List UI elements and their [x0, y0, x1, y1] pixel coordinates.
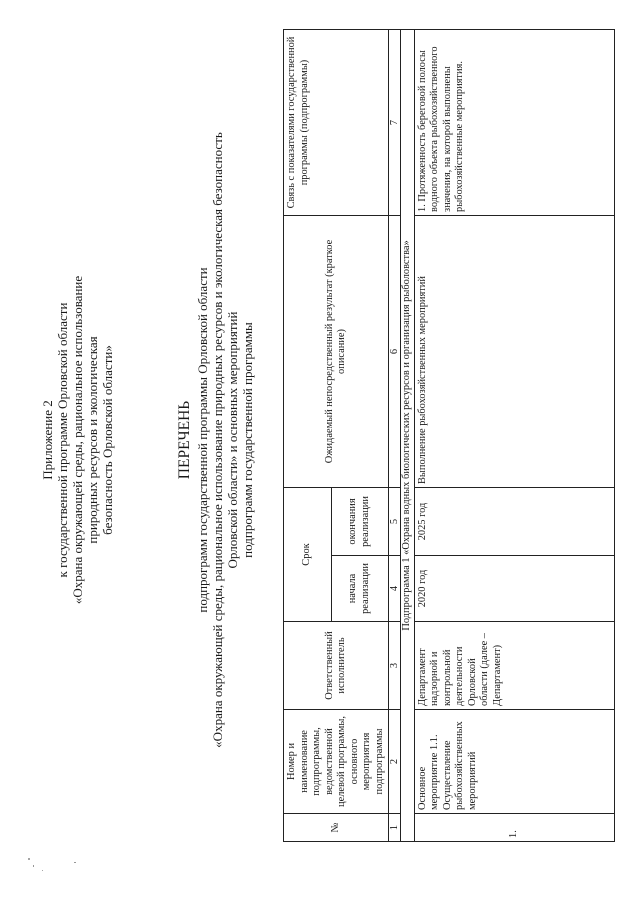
column-number: 3	[389, 622, 401, 710]
subprogram-row: Подпрограмма 1 «Охрана водных биологических ресурсов и организация рыболовства»	[401, 30, 415, 842]
appendix-header	[40, 10, 115, 870]
row-link: 1. Протяженность береговой полосы водного объекта рыбохозяйственного значения, на которой выполнены рыбохозяйственные мероприятия.	[414, 30, 614, 216]
column-number: 1	[389, 814, 401, 842]
scan-speck	[42, 870, 43, 871]
title-line: подпрограмм государственной программы	[240, 322, 255, 558]
column-number: 6	[389, 216, 401, 488]
header-result: Ожидаемый непосредственный результат (краткое описание)	[284, 216, 389, 488]
document-title	[175, 10, 255, 870]
header-executor: Ответственный исполнитель	[284, 622, 389, 710]
header-end: окончания реализации	[331, 488, 388, 556]
appendix-line: природных ресурсов и экологическая	[85, 336, 100, 544]
column-number: 5	[389, 488, 401, 556]
appendix-line: Приложение 2	[40, 400, 55, 480]
appendix-line: «Охрана окружающей среды, рациональное использование	[70, 275, 85, 605]
measures-table	[283, 29, 615, 842]
title-line: подпрограмм государственной программы Орловской области	[195, 267, 210, 613]
row-name: Основное мероприятие 1.1. Осуществление рыбохозяйственных мероприятий	[414, 710, 614, 814]
row-start: 2020 год	[414, 556, 614, 622]
scan-speck	[74, 862, 76, 863]
header-num: №	[284, 814, 389, 842]
title-line: Орловской области» и основных мероприятий	[225, 311, 240, 569]
header-start: начала реализации	[331, 556, 388, 622]
title-line: «Охрана окружающей среды, рациональное использование природных ресурсов и экологическая безопасность	[210, 132, 225, 748]
appendix-line: к государственной программе Орловской области	[55, 302, 70, 578]
header-name: Номер и наименование подпрограммы, ведомственной целевой программы, основного мероприятия подпрограммы	[284, 710, 389, 814]
header-term: Срок	[284, 488, 332, 622]
scan-speck	[28, 858, 30, 860]
title-heading: ПЕРЕЧЕНЬ	[176, 400, 193, 480]
scan-speck	[33, 865, 34, 867]
row-num: 1.	[414, 814, 614, 842]
column-number: 7	[389, 30, 401, 216]
row-end: 2025 год	[414, 488, 614, 556]
header-link: Связь с показателями государственной программы (подпрограммы)	[284, 30, 389, 216]
column-number: 4	[389, 556, 401, 622]
row-executor: Департамент надзорной и контрольной деятельности Орловской области (далее – Департамент)	[414, 622, 614, 710]
appendix-line: безопасность Орловской области»	[100, 345, 115, 535]
column-number: 2	[389, 710, 401, 814]
row-result: Выполнение рыбохозяйственных мероприятий	[414, 216, 614, 488]
